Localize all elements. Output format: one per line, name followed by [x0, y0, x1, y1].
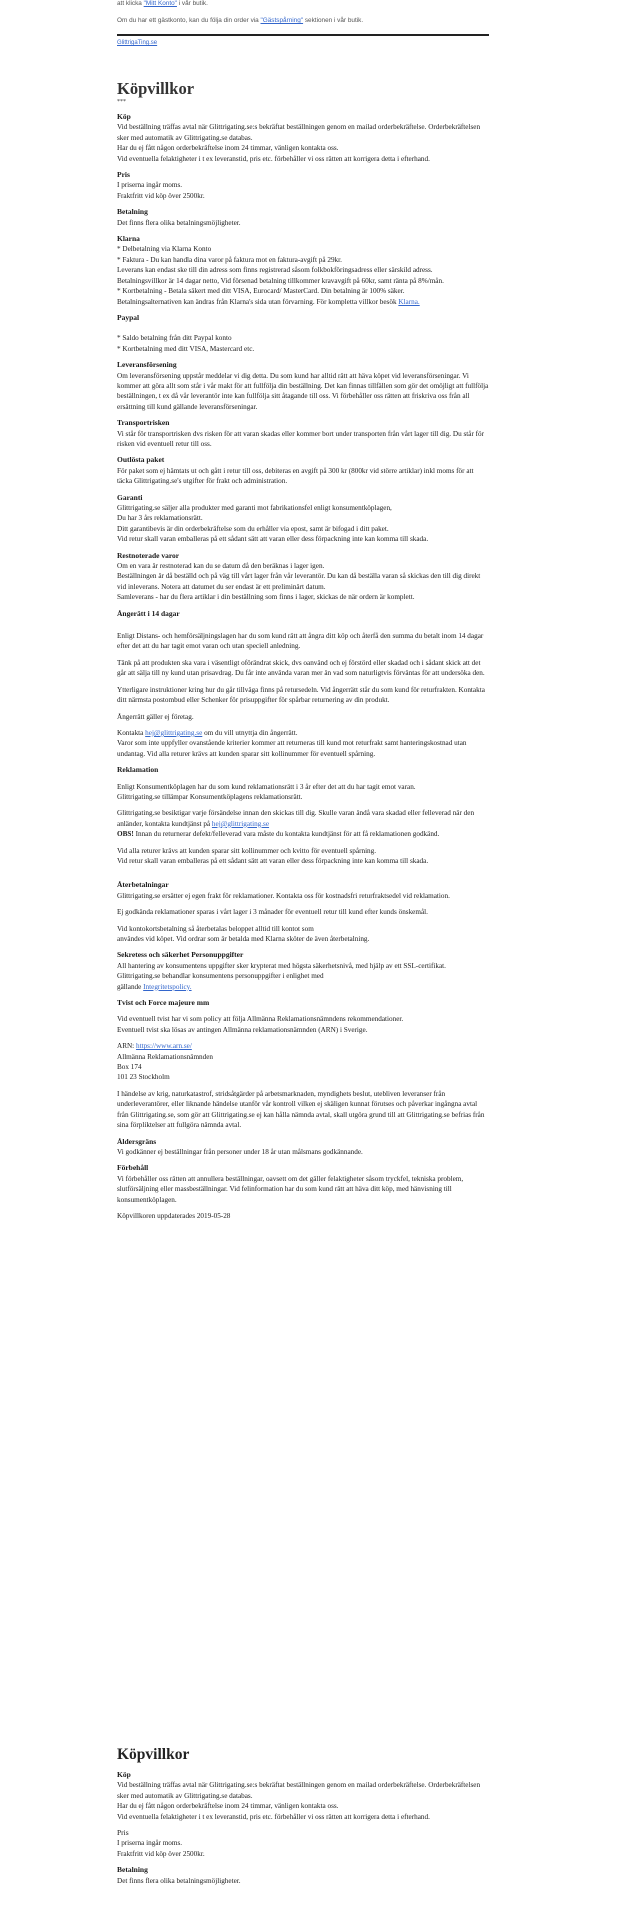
- updated-date: Köpvillkoren uppdaterades 2019-05-28: [117, 1211, 231, 1220]
- section-line: Vid eventuella felaktigheter i t ex leveranstid, pris etc. förbehåller vi oss rätten att korrigera detta i efterhand.: [117, 154, 430, 163]
- section-heading: Transportrisken: [117, 418, 170, 428]
- paragraph: användes vid köpet. Vid ordrar som är betalda med Klarna sköter de även återbetalning.: [117, 935, 370, 943]
- guest-instruction: [117, 17, 489, 25]
- email-link[interactable]: hej@glittrigating.se: [211, 819, 270, 828]
- repeated-document: [117, 1746, 489, 1886]
- paragraph: Vid eventuella felaktigheter i t ex leveranstid, pris etc. förbehåller vi oss rätten att korrigera detta i efterhand.: [117, 1812, 430, 1821]
- text: om du vill utnyttja din ångerrätt.: [202, 728, 298, 737]
- section-line: I priserna ingår moms.: [117, 181, 183, 190]
- paragraph: Vid beställning träffas avtal när Glittrigating.se:s bekräftat beställningen genom en mailad orderbekräftelse. Orderbekräftelsen sker med automatik av Glittrigating.se databas.: [117, 1781, 481, 1800]
- section-line: Betalningsvillkor är 14 dagar netto, Vid försenad betalning tillkommer kravavgift på 60kr, samt ränta på 8%/mån.: [117, 276, 444, 285]
- paragraph: [117, 808, 489, 839]
- paragraph: Box 174: [117, 1063, 142, 1072]
- paragraph: I händelse av krig, naturkatastrof, stridsåtgärder på arbetsmarknaden, myndighets beslut, utebliven leveranser från underleverantörer, eller liknande händelse utanför vår kontroll vilken ej skäligen kunnat förutses och påverkar ingångna avtal från Glittrigating.se, som gör att Glittrigating.se ej kan hålla nämnda avtal, skall utgöra grund till att Glittrigating.se befrias från sina förpliktelser att fullgöra nämnda avtal.: [117, 1089, 485, 1130]
- divider: [117, 34, 489, 36]
- section-heading: Pris: [117, 1828, 129, 1838]
- guest-text-end: sektionen i vår butik.: [303, 17, 364, 24]
- text: Betalningsalternativen kan ändras från Klarna's sida utan förvarning. För kompletta villkor besök: [117, 297, 399, 306]
- section-line: * Faktura - Du kan handla dina varor på faktura mot en faktura-avgift på 29kr.: [117, 255, 342, 264]
- section-heading: Betalning: [117, 1865, 148, 1875]
- paragraph: Fraktfritt vid köp över 2500kr.: [117, 1849, 205, 1858]
- section-heading: Klarna: [117, 234, 140, 244]
- section-line: Leverans kan endast ske till din adress som finns registrerad såsom folkbokföringsadress eller särskild adress.: [117, 266, 433, 275]
- title-stars: ***: [117, 99, 126, 105]
- email-header-text: [117, 0, 489, 25]
- paragraph: I priserna ingår moms.: [117, 1839, 183, 1848]
- paragraph: Tänk på att produkten ska vara i väsentligt oförändrat skick, dvs oanvänd och ej förstörd eller skadad och i sådant skick att det går att sälja till ny kund utan prisavdrag. Du får inte använda varan mer än vad som naturligtvis förväntas för att undersöka den.: [117, 658, 485, 678]
- account-text-end: i vår butik.: [176, 0, 208, 7]
- paragraph: Glittrigating.se behandlar konsumentens personuppgifter i enlighet med: [117, 972, 324, 981]
- paragraph: Ytterligare instruktioner kring hur du går tillväga finns på retursedeln. Vid ångerrätt står du som kund för returfrakten. Kontakta ditt närmsta postombud eller Schenker för prisuppgifter för spårbar returnering av din produkt.: [117, 685, 485, 705]
- text: Kontakta: [117, 728, 146, 737]
- shop-link[interactable]: GlittrigaTing.se: [117, 40, 158, 46]
- paragraph: Glittrigating.se ersätter ej egen frakt för reklamationer. Kontakta oss för kostnadsfri returfraktsedel vid reklamation.: [117, 891, 450, 900]
- section-line: För paket som ej hämtats ut och gått i retur till oss, debiteras en avgift på 300 kr (800kr vid större artiklar) inkl moms för att täcka Glittrigating.se's utgifter för frakt och administration.: [117, 466, 474, 486]
- section-line: * Kortbetalning med ditt VISA, Mastercard etc.: [117, 344, 255, 353]
- section-line: * Kortbetalning - Betala säkert med ditt VISA, Eurocard/ MasterCard. Din betalning är 100% säker.: [117, 287, 405, 296]
- paragraph: 101 23 Stockholm: [117, 1073, 170, 1082]
- section-line: Om leveransförsening uppstår meddelar vi dig detta. Du som kund har alltid rätt att häva köpet vid leveransförseningar. Vi kommer att göra allt som står i vår makt för att fullfölja din beställning. Det kan finnas tillfällen som gör det omöjligt att fullfölja beställningen, t ex då vår leverantör inte kan fullfölja sitt åtagande till oss. Vi förbehåller oss rätten att friskriva oss från all ersättning till kund gällande leveransförseningar.: [117, 371, 489, 411]
- paragraph: [117, 728, 489, 738]
- text: ARN:: [117, 1042, 136, 1051]
- section-line: Vid beställning träffas avtal när Glittrigating.se:s bekräftat beställningen genom en mailad orderbekräftelse. Orderbekräftelsen sker med automatik av Glittrigating.se databas.: [117, 123, 481, 142]
- section-line: Beställningen är då beställd och på väg till vårt lager från vår leverantör. Du kan då beställa varan så skickas den till dig direkt vid inleverans. Notera att datumet du ser endast är ett preliminärt datum.: [117, 572, 481, 591]
- paragraph: Vid retur skall varan emballeras på ett sådant sätt att varan eller dess förpackning inte kan komma till skada.: [117, 856, 429, 865]
- section-heading: Betalning: [117, 207, 148, 217]
- paragraph: Vid kontokortsbetalning så återbetalas beloppet alltid till kontot som: [117, 924, 314, 933]
- section-line: Ditt garantibevis är din orderbekräftelse som du erhåller via epost, samt är bifogad i ditt paket.: [117, 524, 389, 533]
- paragraph: Vid alla returer krävs att kunden sparar sitt kollinummer och kvitto för eventuell spårning.: [117, 846, 377, 855]
- section-heading: Garanti: [117, 492, 143, 502]
- page-title-repeat: Köpvillkor: [117, 1746, 190, 1763]
- paragraph: Allmänna Reklamationsnämnden: [117, 1052, 214, 1061]
- obs-label: OBS!: [117, 830, 134, 839]
- paragraph: Varor som inte uppfyller ovanstående kriterier kommer att returneras till kund mot returfrakt samt hanteringskostnad utan undantag. Vid alla returer krävs att kunden sparar sitt kollinummer för eventuell spårning.: [117, 739, 467, 758]
- gastsparning-link[interactable]: "Gästspårning": [260, 17, 304, 24]
- section-heading: Köp: [117, 112, 131, 121]
- section-line: Du har 3 års reklamationsrätt.: [117, 514, 203, 523]
- paragraph: Vi godkänner ej beställningar från personer under 18 år utan målsmans godkännande.: [117, 1147, 363, 1156]
- paragraph: Har du ej fått någon orderbekräftelse inom 24 timmar, vänligen kontakta oss.: [117, 1802, 339, 1811]
- klarna-link[interactable]: Klarna.: [398, 297, 420, 306]
- page-title: Köpvillkor: [117, 79, 195, 98]
- section-heading: Pris: [117, 170, 130, 180]
- section-heading: Reklamation: [117, 765, 159, 775]
- section-line: Har du ej fått någon orderbekräftelse inom 24 timmar, vänligen kontakta oss.: [117, 144, 339, 153]
- terms-body: [117, 112, 489, 603]
- paragraph: Glittrigating.se tillämpar Konsumentköplagens reklamationsrätt.: [117, 792, 303, 801]
- section-line: Fraktfritt vid köp över 2500kr.: [117, 191, 205, 200]
- section-heading: Paypal: [117, 312, 140, 322]
- paragraph: [117, 1041, 489, 1051]
- paragraph: Ångerrätt gäller ej företag.: [117, 712, 194, 721]
- mitt-konto-link[interactable]: "Mitt Konto": [143, 0, 177, 7]
- section-heading: Leveransförsening: [117, 360, 177, 370]
- section-line: Det finns flera olika betalningsmöjligheter.: [117, 218, 241, 227]
- section-heading: Ångerätt i 14 dagar: [117, 608, 180, 618]
- section-heading: Tvist och Force majeure mm: [117, 998, 210, 1008]
- section-line: [117, 297, 489, 307]
- paragraph: Eventuell tvist ska lösas av antingen Allmänna reklamationsnämnden (ARN) i Sverige.: [117, 1025, 368, 1034]
- guest-text: Om du har ett gästkonto, kan du följa din order via: [117, 17, 261, 24]
- section-heading: Sekretess och säkerhet Personuppgifter: [117, 950, 244, 960]
- section-heading: Åldersgräns: [117, 1136, 157, 1146]
- account-text: att klicka: [117, 0, 144, 7]
- section-line: Samleverans - har du flera artiklar i din beställning som finns i lager, skickas de när ordern är komplett.: [117, 593, 415, 602]
- paragraph: Vi förbehåller oss rätten att annullera beställningar, oavsett om det gäller felaktigheter såsom tryckfel, tekniska problem, slutförsäljning eller massbeställningar. Vid felinformation har du som kund rätt att häva ditt köp, med hänvisning till konsumentköplagen.: [117, 1174, 464, 1204]
- angerratt-section: [117, 609, 489, 1222]
- paragraph: Ej godkända reklamationer sparas i vårt lager i 3 månader för eventuell retur till kund efter kunds önskemål.: [117, 908, 428, 917]
- section-line: [117, 323, 489, 333]
- integritetspolicy-link[interactable]: Integritetspolicy.: [143, 982, 192, 991]
- main-document: [117, 0, 489, 1221]
- email-link[interactable]: hej@glittrigating.se: [145, 728, 203, 737]
- section-line: * Delbetalning via Klarna Konto: [117, 245, 212, 254]
- paragraph: Enligt Distans- och hemförsäljningslagen har du som kund rätt att ångra ditt köp och återfå den summa du betalt inom 14 dagar efter det att du har tagit emot varan och utan speciell anledning.: [117, 632, 484, 651]
- section-line: Vi står för transportrisken dvs risken för att varan skadas eller kommer bort under transporten från vårt lager till dig. Du står för risken vid eventuell retur till oss.: [117, 429, 485, 448]
- section-line: Vid retur skall varan emballeras på ett sådant sätt att varan eller dess förpackning inte kan komma till skada.: [117, 535, 429, 544]
- section-heading: Återbetalningar: [117, 880, 169, 890]
- paragraph: All hantering av konsumentens uppgifter sker krypterat med högsta säkerhetsnivå, med hjälp av ett SSL-certifikat.: [117, 961, 446, 970]
- section-heading: Köp: [117, 1770, 131, 1779]
- arn-link[interactable]: https://www.arn.se/: [135, 1042, 192, 1051]
- section-heading: Förbehåll: [117, 1163, 149, 1173]
- paragraph: Enligt Konsumentköplagen har du som kund reklamationsrätt i 3 år efter det att du har tagit emot varan.: [117, 782, 416, 791]
- account-instruction: [117, 0, 489, 8]
- paragraph: Vid eventuell tvist har vi som policy att följa Allmänna Reklamationsnämndens rekommendationer.: [117, 1015, 404, 1024]
- paragraph: [117, 982, 489, 992]
- section-heading: Restnoterade varor: [117, 550, 180, 560]
- section-line: * Saldo betalning från ditt Paypal konto: [117, 334, 232, 343]
- text: Innan du returnerar defekt/felleverad vara måste du kontakta kundtjänst för att få reklamationen godkänd.: [133, 830, 440, 839]
- section-heading: Outlösta paket: [117, 455, 165, 465]
- section-line: Glittrigating.se säljer alla produkter med garanti mot fabrikationsfel enligt konsumentköplagen,: [117, 504, 392, 512]
- text: Glittrigating.se besiktigar varje försändelse innan den skickas till dig. Skulle varan ändå vara skadad eller felleverad när den anländer, kontakta kundtjänst på: [117, 809, 475, 828]
- text: gällande: [117, 982, 144, 991]
- paragraph: Det finns flera olika betalningsmöjligheter.: [117, 1876, 241, 1885]
- section-line: Om en vara är restnoterad kan du se datum då den beräknas i lager igen.: [117, 562, 325, 571]
